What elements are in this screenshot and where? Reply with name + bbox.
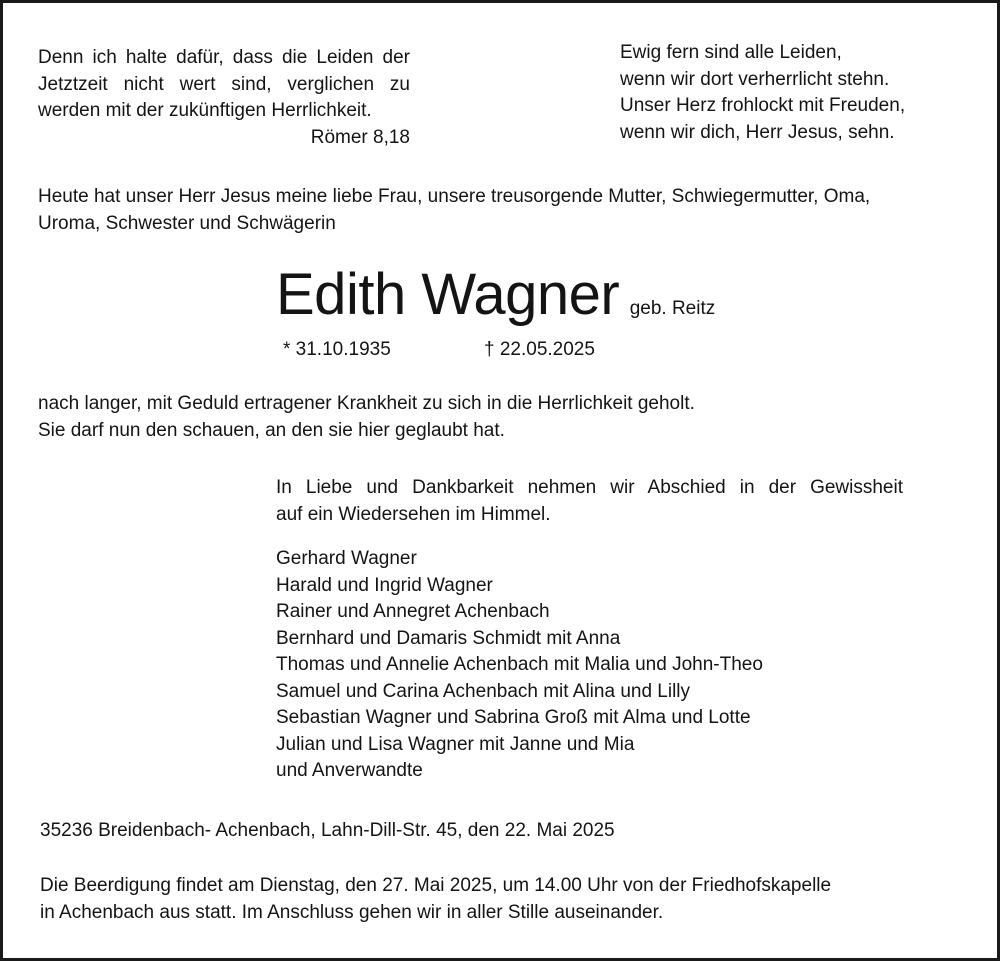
verse-line: Jetztzeit nicht wert sind, verglichen zu (38, 73, 410, 95)
verse-reference: Römer 8,18 (310, 126, 410, 148)
hymn-verse (620, 40, 905, 146)
mourner: Bernhard und Damaris Schmidt mit Anna (276, 627, 621, 649)
mourners-list (276, 546, 763, 785)
funeral-line: in Achenbach aus statt. Im Anschluss gehen wir in aller Stille auseinander. (40, 901, 664, 923)
farewell-line: auf ein Wiedersehen im Himmel. (276, 503, 551, 525)
verse-line: Denn ich halte dafür, dass die Leiden der (38, 47, 410, 68)
deceased-name: Edith Wagner (276, 262, 620, 327)
funeral-info (40, 873, 831, 926)
maiden-name: geb. Reitz (629, 298, 716, 319)
after-name-line: Sie darf nun den schauen, an den sie hier geglaubt hat. (38, 419, 505, 441)
bible-verse (38, 45, 410, 151)
mourner: Rainer und Annegret Achenbach (276, 601, 550, 622)
mourner: Julian und Lisa Wagner mit Janne und Mia (276, 733, 635, 755)
farewell-line: In Liebe und Dankbarkeit nehmen wir Abschied in der Gewissheit (276, 477, 903, 498)
after-name-text (38, 391, 695, 444)
place-and-date: 35236 Breidenbach- Achenbach, Lahn-Dill-Str. 45, den 22. Mai 2025 (40, 820, 615, 841)
intro-line: Heute hat unser Herr Jesus meine liebe Frau, unsere treusorgende Mutter, Schwiegermutter, Oma, (38, 186, 871, 207)
intro-text (38, 184, 870, 237)
birth-date: * 31.10.1935 (283, 339, 391, 360)
mourner: Thomas und Annelie Achenbach mit Malia und John-Theo (276, 654, 763, 675)
deceased-name-block (276, 260, 715, 330)
verse-line: werden mit der zukünftigen Herrlichkeit. (38, 100, 372, 121)
intro-line: Uroma, Schwester und Schwägerin (38, 212, 336, 234)
mourner: Harald und Ingrid Wagner (276, 574, 493, 596)
funeral-line: Die Beerdigung findet am Dienstag, den 27. Mai 2025, um 14.00 Uhr von der Friedhofskapelle (40, 875, 832, 896)
mourner: Sebastian Wagner und Sabrina Groß mit Alma und Lotte (276, 707, 751, 728)
mourner: Gerhard Wagner (276, 548, 417, 569)
hymn-line: wenn wir dort verherrlicht stehn. (620, 68, 890, 90)
mourner: und Anverwandte (276, 760, 423, 781)
after-name-line: nach langer, mit Geduld ertragener Krankheit zu sich in die Herrlichkeit geholt. (38, 393, 695, 414)
hymn-line: Unser Herz frohlockt mit Freuden, (620, 95, 906, 116)
mourner: Samuel und Carina Achenbach mit Alina und Lilly (276, 680, 691, 702)
hymn-line: wenn wir dich, Herr Jesus, sehn. (620, 121, 895, 143)
hymn-line: Ewig fern sind alle Leiden, (620, 42, 842, 63)
death-date: † 22.05.2025 (484, 339, 595, 360)
farewell-text (276, 475, 903, 528)
